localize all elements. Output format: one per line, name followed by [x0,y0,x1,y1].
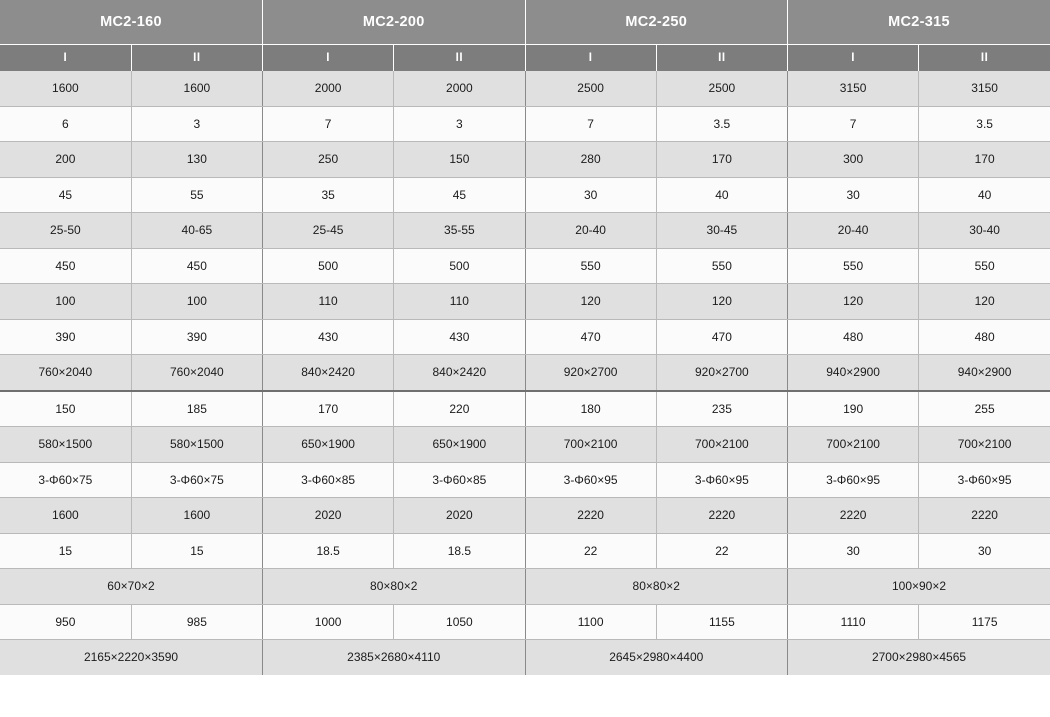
table-cell: 2020 [263,498,394,534]
table-cell: 35 [263,177,394,213]
table-cell: 3.5 [919,106,1050,142]
table-row [0,142,1050,178]
table-cell: 15 [0,533,131,569]
table-cell: 700×2100 [525,427,656,463]
table-cell: 40 [656,177,787,213]
table-cell: 235 [656,391,787,427]
variant-header-cell: II [394,45,525,72]
table-row [0,248,1050,284]
table-cell: 500 [263,248,394,284]
table-cell: 30 [525,177,656,213]
table-cell: 1600 [0,498,131,534]
table-cell: 30-45 [656,213,787,249]
table-cell: 7 [525,106,656,142]
table-cell: 390 [0,319,131,355]
table-cell: 40 [919,177,1050,213]
table-row [0,355,1050,391]
table-row [0,533,1050,569]
table-cell: 7 [788,106,919,142]
table-cell: 2000 [263,71,394,106]
table-cell: 3.5 [656,106,787,142]
table-cell: 3 [394,106,525,142]
table-cell: 170 [656,142,787,178]
table-cell: 40-65 [131,213,262,249]
table-cell-merged: 80×80×2 [263,569,526,605]
table-cell: 760×2040 [0,355,131,391]
table-cell-merged: 100×90×2 [788,569,1050,605]
table-cell: 1050 [394,604,525,640]
table-row [0,319,1050,355]
table-row [0,391,1050,427]
table-cell: 100 [131,284,262,320]
table-cell: 150 [394,142,525,178]
table-header [0,0,1050,71]
table-cell: 450 [131,248,262,284]
table-cell: 840×2420 [394,355,525,391]
model-header-cell: MC2-315 [788,0,1050,45]
table-cell: 430 [394,319,525,355]
table-cell: 22 [656,533,787,569]
table-cell: 250 [263,142,394,178]
table-cell: 170 [263,391,394,427]
table-cell: 2000 [394,71,525,106]
table-cell: 550 [788,248,919,284]
table-cell: 985 [131,604,262,640]
table-cell: 3-Φ60×95 [788,462,919,498]
table-cell: 3-Φ60×75 [0,462,131,498]
table-cell-merged: 80×80×2 [525,569,788,605]
table-row [0,604,1050,640]
table-cell: 470 [656,319,787,355]
table-cell: 110 [394,284,525,320]
table-cell: 700×2100 [656,427,787,463]
table-cell: 1600 [131,498,262,534]
table-cell: 3-Φ60×95 [525,462,656,498]
table-cell: 700×2100 [919,427,1050,463]
table-cell: 1000 [263,604,394,640]
model-header-cell: MC2-200 [263,0,526,45]
table-cell: 3-Φ60×95 [919,462,1050,498]
table-cell: 25-50 [0,213,131,249]
table-cell: 30 [788,533,919,569]
table-cell: 35-55 [394,213,525,249]
table-cell: 580×1500 [0,427,131,463]
table-row [0,106,1050,142]
table-cell: 280 [525,142,656,178]
table-cell-merged: 2385×2680×4110 [263,640,526,675]
variant-header-cell: II [919,45,1050,72]
table-row-merged [0,640,1050,675]
table-row [0,427,1050,463]
table-row [0,462,1050,498]
table-cell: 1100 [525,604,656,640]
table-cell: 22 [525,533,656,569]
table-cell: 185 [131,391,262,427]
table-cell: 170 [919,142,1050,178]
table-cell: 3-Φ60×95 [656,462,787,498]
table-cell: 2500 [656,71,787,106]
table-cell: 390 [131,319,262,355]
table-cell: 3-Φ60×85 [263,462,394,498]
table-cell: 2220 [788,498,919,534]
table-cell: 15 [131,533,262,569]
table-cell: 1175 [919,604,1050,640]
table-cell: 30 [919,533,1050,569]
table-cell: 180 [525,391,656,427]
table-cell: 2020 [394,498,525,534]
variant-header-row [0,45,1050,72]
table-cell: 940×2900 [919,355,1050,391]
table-cell: 120 [919,284,1050,320]
table-row [0,71,1050,106]
table-cell-merged: 2700×2980×4565 [788,640,1050,675]
table-body [0,71,1050,675]
table-cell: 20-40 [525,213,656,249]
table-cell: 3150 [919,71,1050,106]
table-cell: 580×1500 [131,427,262,463]
table-cell: 20-40 [788,213,919,249]
table-cell: 3-Φ60×75 [131,462,262,498]
table-cell: 2220 [656,498,787,534]
table-cell: 30-40 [919,213,1050,249]
table-cell: 1155 [656,604,787,640]
table-cell: 950 [0,604,131,640]
table-cell: 1110 [788,604,919,640]
variant-header-cell: I [788,45,919,72]
table-cell: 6 [0,106,131,142]
table-cell: 110 [263,284,394,320]
table-cell-merged: 60×70×2 [0,569,263,605]
table-cell: 2500 [525,71,656,106]
table-cell: 1600 [131,71,262,106]
table-cell: 190 [788,391,919,427]
table-cell: 550 [525,248,656,284]
table-cell: 840×2420 [263,355,394,391]
table-cell: 480 [919,319,1050,355]
table-cell: 3150 [788,71,919,106]
table-row [0,213,1050,249]
variant-header-cell: I [0,45,131,72]
table-cell: 940×2900 [788,355,919,391]
table-cell-merged: 2645×2980×4400 [525,640,788,675]
table-cell: 920×2700 [656,355,787,391]
table-cell-merged: 2165×2220×3590 [0,640,263,675]
table-cell: 550 [656,248,787,284]
table-cell: 7 [263,106,394,142]
table-cell: 300 [788,142,919,178]
table-cell: 3-Φ60×85 [394,462,525,498]
table-cell: 18.5 [263,533,394,569]
variant-header-cell: I [525,45,656,72]
table-cell: 3 [131,106,262,142]
table-cell: 500 [394,248,525,284]
table-cell: 25-45 [263,213,394,249]
variant-header-cell: I [263,45,394,72]
table-cell: 700×2100 [788,427,919,463]
table-cell: 760×2040 [131,355,262,391]
table-cell: 650×1900 [263,427,394,463]
table-cell: 430 [263,319,394,355]
table-cell: 30 [788,177,919,213]
table-cell: 120 [656,284,787,320]
table-cell: 480 [788,319,919,355]
table-cell: 220 [394,391,525,427]
table-cell: 450 [0,248,131,284]
model-header-cell: MC2-250 [525,0,788,45]
table-cell: 550 [919,248,1050,284]
table-row [0,177,1050,213]
table-cell: 120 [525,284,656,320]
table-cell: 45 [394,177,525,213]
table-cell: 150 [0,391,131,427]
variant-header-cell: II [131,45,262,72]
table-cell: 55 [131,177,262,213]
table-row-merged [0,569,1050,605]
table-cell: 200 [0,142,131,178]
table-cell: 255 [919,391,1050,427]
table-cell: 120 [788,284,919,320]
table-row [0,498,1050,534]
table-row [0,284,1050,320]
table-cell: 100 [0,284,131,320]
variant-header-cell: II [656,45,787,72]
table-cell: 1600 [0,71,131,106]
table-cell: 18.5 [394,533,525,569]
model-header-cell: MC2-160 [0,0,263,45]
table-cell: 2220 [919,498,1050,534]
model-header-row [0,0,1050,45]
table-cell: 130 [131,142,262,178]
table-cell: 45 [0,177,131,213]
table-cell: 920×2700 [525,355,656,391]
table-cell: 470 [525,319,656,355]
table-cell: 2220 [525,498,656,534]
table-cell: 650×1900 [394,427,525,463]
